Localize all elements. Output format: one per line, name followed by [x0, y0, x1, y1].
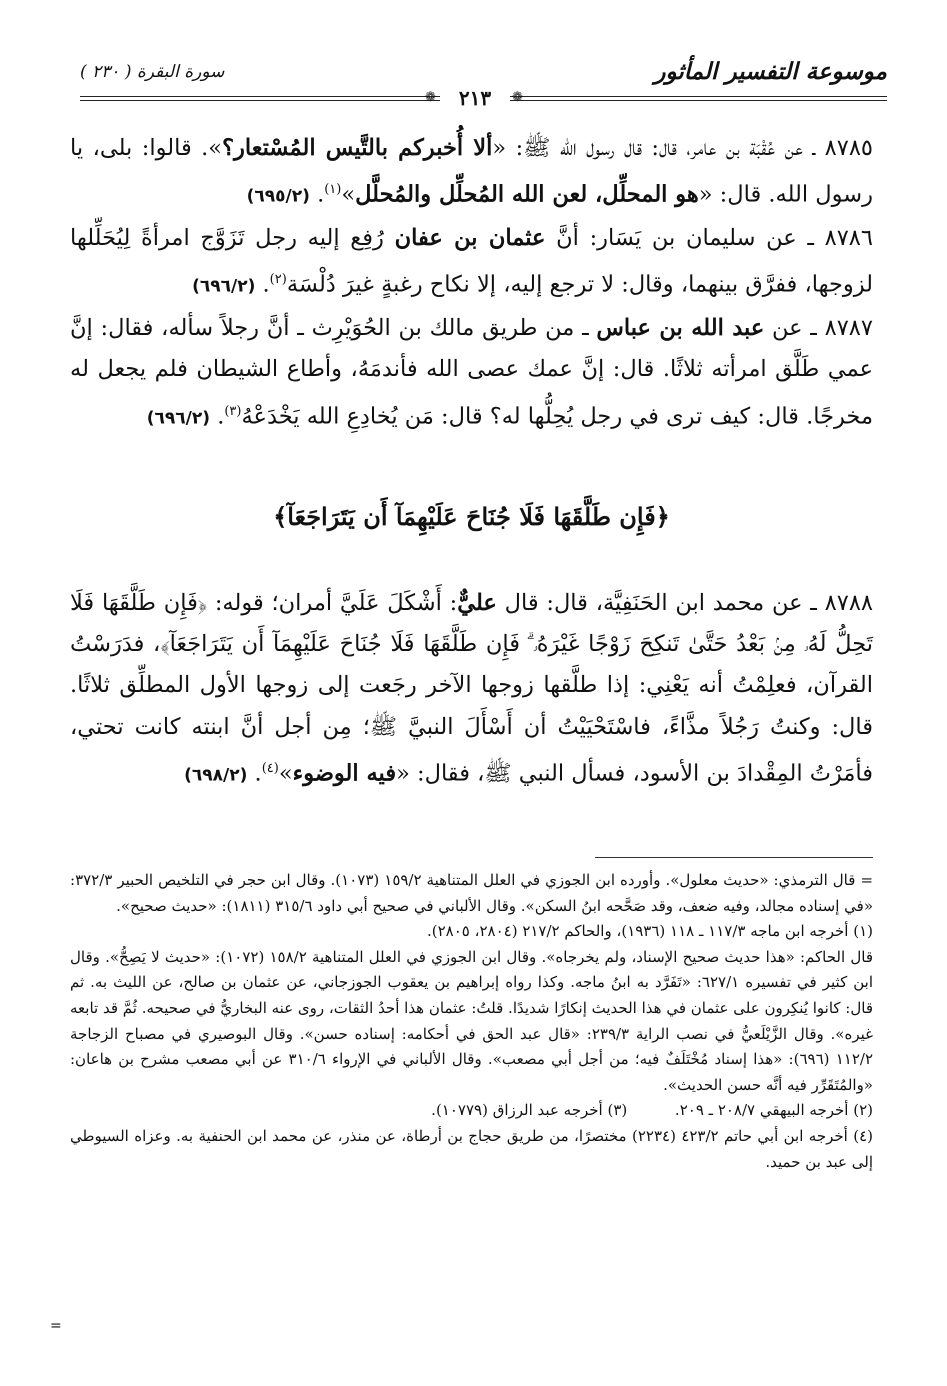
page-number: ٢١٣ — [440, 86, 510, 110]
book-title: موسوعة التفسير المأثور — [654, 58, 887, 85]
footnote-marker[interactable]: (٢) — [269, 272, 287, 288]
verse-heading: ﴿فَإِن طَلَّقَهَا فَلَا جُنَاحَ عَلَيْهِمَآ أَن يَتَرَاجَعَآ﴾ — [273, 501, 670, 531]
surah-label: سورة البقرة ( ٢٣٠ ) — [80, 62, 225, 82]
main-text — [70, 128, 873, 797]
footnote-marker[interactable]: (٣) — [224, 403, 242, 419]
footnote-1: (١) أخرجه ابن ماجه ١١٧/٣ ـ ١١٨ (١٩٣٦)، والحاكم ٢١٧/٢ (٢٨٠٤، ٢٨٠٥). — [426, 922, 873, 941]
entry-8787: ٨٧٨٧ ـ عن عبد الله بن عباس ـ من طريق مالك بن الحُوَيْرِث ـ أنَّ رجلاً سأله، فقال: إنَّ عمي طَلَّق امرأته ثلاثًا. قال: إنَّ عمك عصى الله فأندمَهُ، وأطاع الشيطان فلم يجعل له مخرجًا. قال: كيف ترى في رجل يُحِلُّها له؟ قال: مَن يُخادِعِ الله يَخْدَعْهُ$^{(٣)}$. (٦٩٦/٢) — [70, 315, 873, 430]
hadith-bold: هو المحلِّل، لعن الله المُحلِّل والمُحلَّل — [355, 181, 699, 208]
ornament-left-icon: ❁ — [425, 90, 436, 105]
volume-reference: (٦٩٦/٢) — [192, 276, 256, 297]
footnote-continuation: = قال الترمذي: «حديث معلول». وأورده ابن الجوزي في العلل المتناهية ١٥٩/٢ (١٠٧٣). وقال ابن حجر في التلخيص الحبير ٣٧٢/٣: «في إسناده مجالد، وفيه ضعف، وقد صَحَّحه ابنُ السكن». وقال الألباني في صحيح أبي داود ٣١٥/٦ (١٨١١): «حديث صحيح». — [70, 871, 874, 915]
footnote-4: (٤) أخرجه ابن أبي حاتم ٤٢٣/٢ (٢٢٣٤) مختصرًا، من طريق حجاج بن أرطاة، عن منذر، عن محمد ابن الحنفية به. وعزاه السيوطي إلى عبد بن حميد. — [70, 1126, 873, 1171]
hadith-bold: ألا أُخبركم بالتَّيس المُسْتعار؟ — [222, 135, 493, 161]
narrator-bold: عثمان بن عفان — [394, 225, 546, 252]
footnotes — [70, 868, 873, 1175]
entry-8788: ٨٧٨٨ ـ عن محمد ابن الحَنَفِيَّة، قال: قال عليٌّ: أَشْكَلَ عَلَيَّ أمران؛ قوله: ﴿فَإِن طَلَّقَهَا فَلَا تَحِلُّ لَهُۥ مِنۢ بَعْدُ حَتَّىٰ تَنكِحَ زَوْجًا غَيْرَهُۥ ۗ فَإِن طَلَّقَهَا فَلَا جُنَاحَ عَلَيْهِمَآ أَن يَتَرَاجَعَآ﴾، فدَرَسْتُ القرآن، فعلِمْتُ أنه يَعْنِي: إذا طلَّقها زوجها الآخر رجَعت إلى زوجها الأول المطلِّق ثلاثًا. قال: وكنتُ رَجُلاً مذَّاءً، فاسْتَحْيَيْتُ أن أَسْأَلَ النبيَّ ﷺ؛ مِن أجل أنَّ ابنته كانت تحتي، فأمَرْتُ المِقْدادَ بن الأسود، فسأل النبي ﷺ، فقال: «فيه الوضوء»$^{(٤)}$. (٦٩٨/٢) — [70, 589, 873, 787]
footnote-rule — [595, 857, 873, 858]
ornament-right-icon: ❁ — [512, 90, 523, 105]
entry-8786: ٨٧٨٦ ـ عن سليمان بن يَسَار: أنَّ عثمان بن عفان رُفِع إليه رجل تَزَوَّج امرأةً لِيُحَلِّلها لزوجها، ففرَّق بينهما، وقال: لا ترجع إليه، إلا نكاح رغبةٍ غيرَ دُلْسَة$^{(٢)}$. (٦٩٦/٢) — [70, 225, 873, 298]
footnote-1-commentary: قال الحاكم: «هذا حديث صحيح الإسناد، ولم يخرجاه». وقال ابن الجوزي في العلل المتناهية ١٥٨/٢ (١٠٧٢): «حديث لا يَصِحُّ». وقال ابن كثير في تفسيره ٦٢٧/١: «تَفَرَّد به ابنُ ماجه. وكذا رواه إبراهيم بن يعقوب الجوزجاني، عن عثمان بن صالح، عن الليث به. ثم قال: كانوا يُنكِرون على عثمان في هذا الحديث إنكارًا شديدًا. قلتُ: عثمان هذا أحدُ الثقات، روى عنه البخاريُّ في صحيحه. ثُمَّ قد تابعه غيره». وقال الزَّيْلَعيُّ في نصب الراية ٢٣٩/٣: «قال عبد الحق في أحكامه: إسناده حسن». وقال البوصيري في مصباح الزجاجة ١١٢/٢ (٦٩٦): «هذا إسناد مُخْتَلَفٌ فيه؛ من أجل أبي مصعب». وقال الألباني في الإرواء ٣١٠/٦ عن أبي مصعب مشرح بن هاعان: «والمُتَقَرِّر فيه أنَّه حسن الحديث». — [70, 947, 874, 1094]
volume-reference: (٦٩٨/٢) — [184, 765, 248, 786]
footnote-marker[interactable]: (١) — [324, 182, 342, 198]
footnote-2-3: (٢) أخرجه البيهقي ٢٠٨/٧ ـ ٢٠٩. (٣) أخرجه عبد الرزاق (١٠٧٧٩). — [431, 1101, 873, 1120]
narrator-bold: عليٌّ — [457, 589, 497, 616]
volume-reference: (٦٩٥/٢) — [246, 186, 310, 207]
hadith-bold: فيه الوضوء — [292, 760, 397, 787]
footnote-marker[interactable]: (٤) — [261, 761, 279, 777]
continuation-mark: = — [50, 1318, 62, 1334]
entry-8785: ٨٧٨٥ ـ عن عُقْبَة بن عامر، قال: قال رسول الله ﷺ: «ألا أُخبركم بالتَّيس المُسْتعار؟». قالوا: بلى، يا رسول الله. قال: «هو المحلِّل، لعن الله المُحلِّل والمُحلَّل»$^{(١)}$. (٦٩٥/٢) — [70, 135, 873, 208]
volume-reference: (٦٩٦/٢) — [146, 408, 211, 429]
narrator-bold: عبد الله بن عباس — [596, 315, 765, 342]
